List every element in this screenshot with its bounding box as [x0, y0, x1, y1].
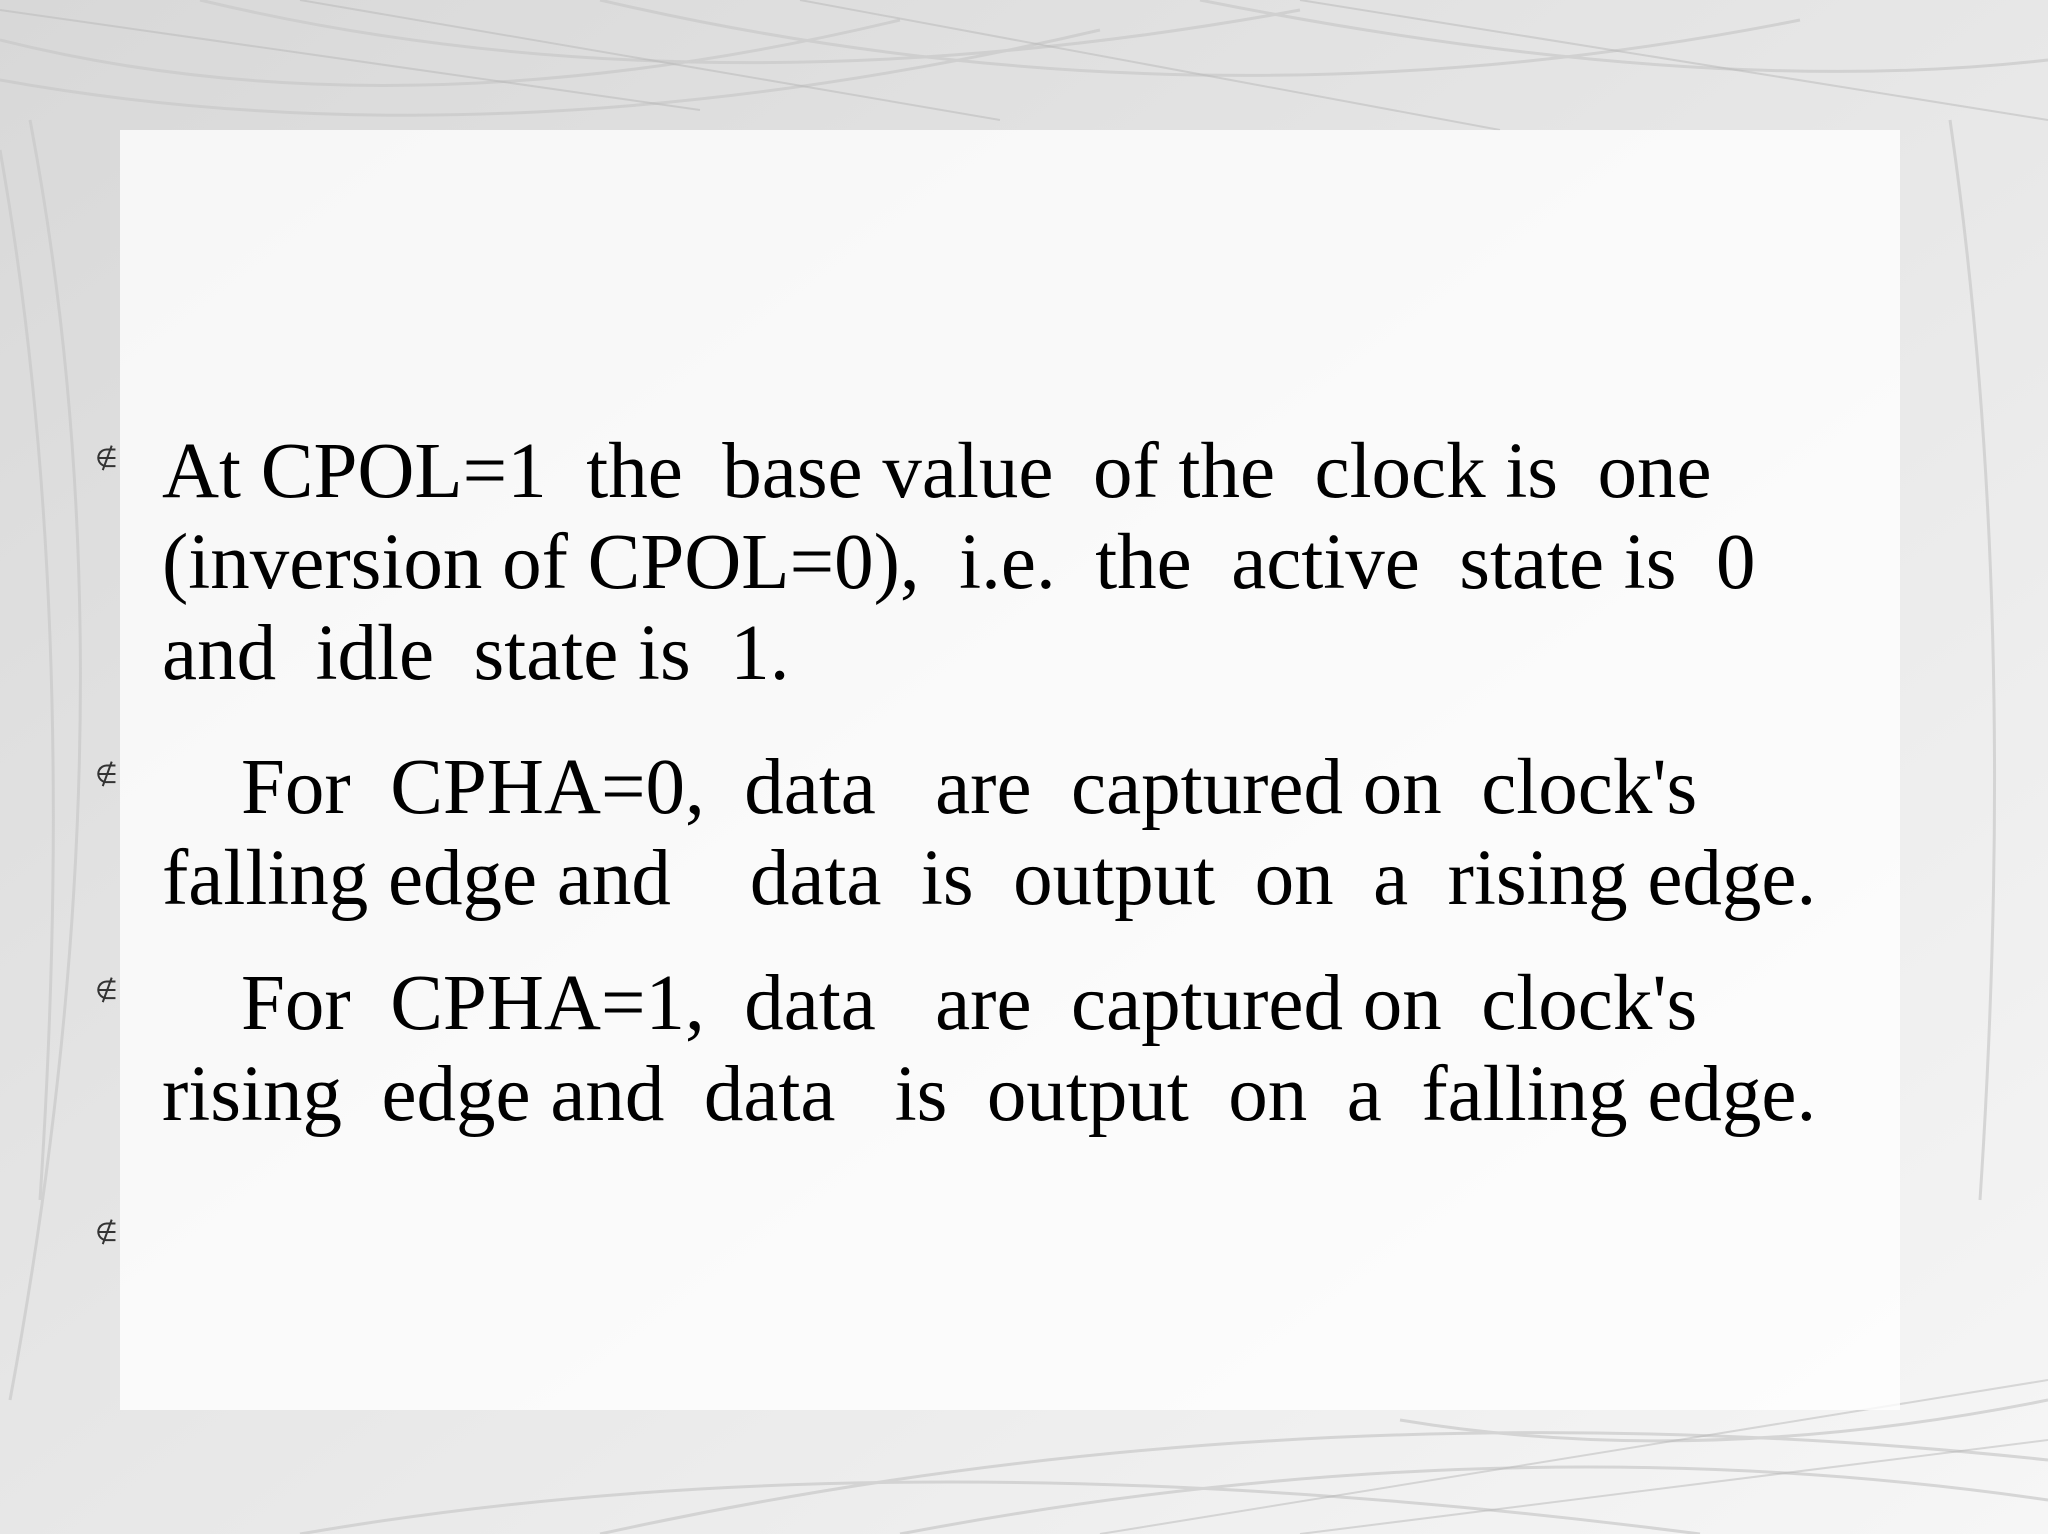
bullet-text [162, 426, 1972, 699]
bullet-line: For CPHA=0, data are captured on clock's [162, 744, 1698, 831]
not-element-of-bullet-icon: ∉ [95, 1218, 118, 1248]
bullet-line: falling edge and data is output on a rising edge. [162, 835, 1817, 922]
bullet-line: rising edge and data is output on a falling edge. [162, 1051, 1817, 1138]
bullet-text [162, 742, 1972, 924]
not-element-of-bullet-icon: ∉ [95, 444, 118, 474]
not-element-of-bullet-icon: ∉ [95, 976, 118, 1006]
bullet-line: and idle state is 1. [162, 610, 790, 697]
not-element-of-bullet-icon: ∉ [95, 760, 118, 790]
bullet-line: (inversion of CPOL=0), i.e. the active state is 0 [162, 519, 1756, 606]
bullet-text [162, 958, 1972, 1140]
bullet-line: At CPOL=1 the base value of the clock is one [162, 428, 1712, 515]
bullet-line: For CPHA=1, data are captured on clock's [162, 960, 1698, 1047]
